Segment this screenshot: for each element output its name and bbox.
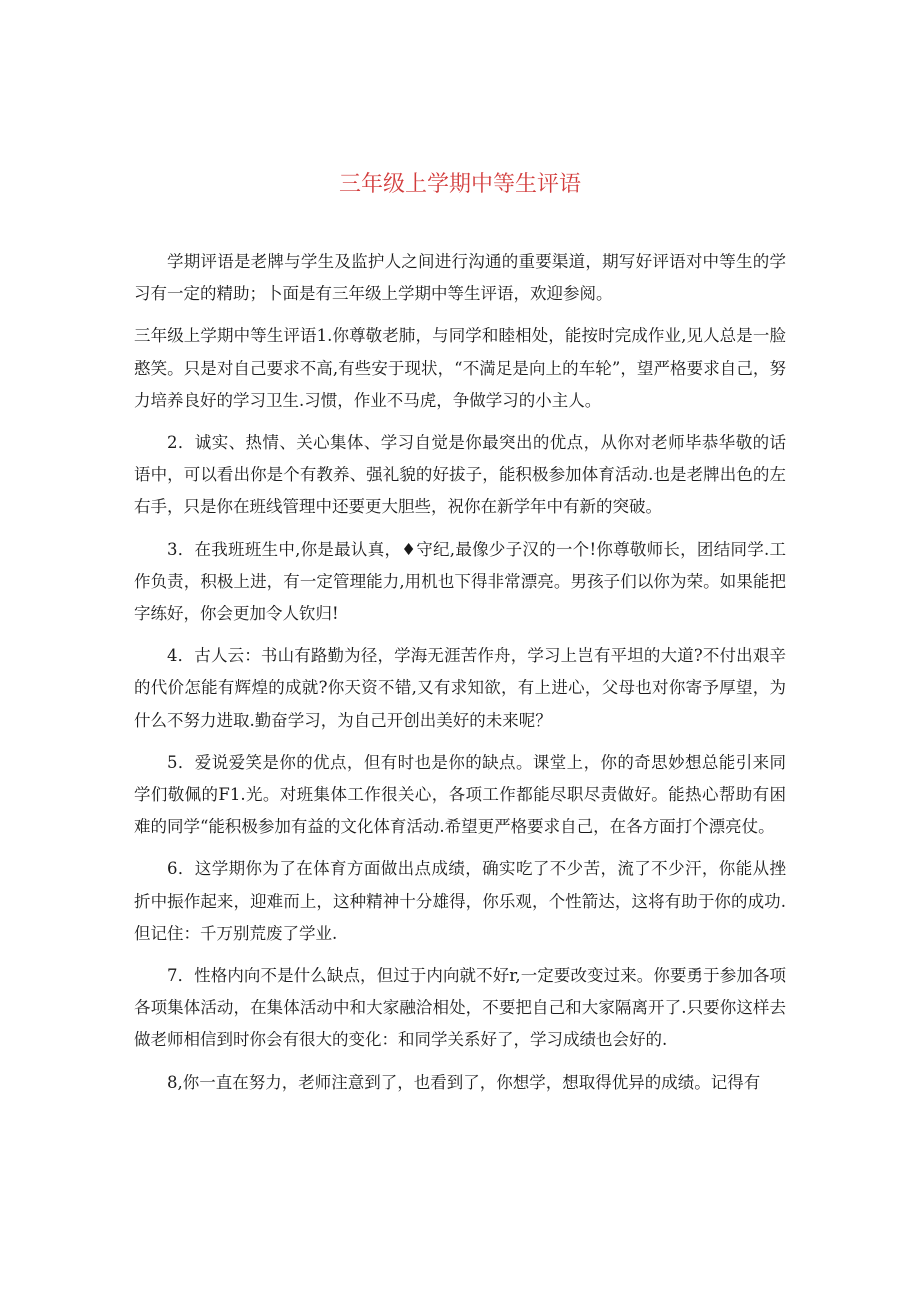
intro-paragraph: 学期评语是老牌与学生及监护人之间进行沟通的重要渠道，期写好评语对中等生的学习有一定的精助；卜面是有三年级上学期中等生评语，欢迎参阅。 — [134, 252, 786, 304]
comment-paragraph-5: 5．爱说爱笑是你的优点，但有时也是你的缺点。课堂上，你的奇思妙想总能引来同学们敬佩的F1.光。对班集体工作很关心，各项工作都能尽职尽责做好。能热心帮助有困难的同学“能积极参加有益的文化体育活动.希望更严格要求自己，在各方面打个漂亮仗。 — [134, 752, 786, 837]
document-body — [134, 246, 786, 1109]
comment-paragraph-4: 4．古人云：书山有路勤为径，学海无涯苦作舟，学习上岂有平坦的大道?不付出艰辛的代价怎能有辉煌的成就?你天资不错,又有求知欲，有上进心，父母也对你寄予厚望，为什么不努力进取.勤奋学习，为自己开创出美好的未来呢？ — [134, 646, 786, 730]
comment-paragraph-2: 2．诚实、热情、关心集体、学习自觉是你最突出的优点，从你对老师毕恭华敬的话语中，可以看出你是个有教养、强礼貌的好拔子，能积极参加体育活动.也是老牌出色的左右手，只是你在班线管理中还要更大胆些，祝你在新学年中有新的突破。 — [134, 433, 786, 517]
comment-paragraph-7: 7．性格内向不是什么缺点，但过于内向就不好r,一定要改变过来。你要勇于参加各项各项集体活动，在集体活动中和大家融洽相处，不要把自己和大家隔离开了.只要你这样去做老师相信到时你会有很大的变化：和同学关系好了，学习成绩也会好的. — [134, 966, 786, 1050]
comment-paragraph-8: 8,你一直在努力，老师注意到了，也看到了，你想学，想取得优异的成绩。记得有 — [167, 1072, 761, 1092]
document-title: 三年级上学期中等生评语 — [338, 172, 581, 197]
comment-paragraph-1: 三年级上学期中等生评语1.你尊敬老肺，与同学和睦相处，能按时完成作业,见人总是一脸憨笑。只是对自己要求不高,有些安于现状，“不満足是向上的车轮”，望严格要求自己，努力培养良好的学习卫生.习惯，作业不马虎，争做学习的小主人。 — [134, 326, 786, 410]
comment-paragraph-3: 3．在我班班生中,你是最认真，♦守纪,最像少子汉的一个!你尊敬师长，团结同学.工作负责，积极上进，有一定管理能力,用机也下得非常漂亮。男孩子们以你为荣。如果能把字练好，你会更加令人钦归! — [134, 539, 786, 624]
comment-paragraph-6: 6．这学期你为了在体育方面做出点成绩，确实吃了不少苦，流了不少汗，你能从挫折中振作起来，迎难而上，这种精神十分雄得，你乐观，个性箭达，这将有助于你的成功.但记住：千万别荒废了学业. — [134, 859, 786, 943]
